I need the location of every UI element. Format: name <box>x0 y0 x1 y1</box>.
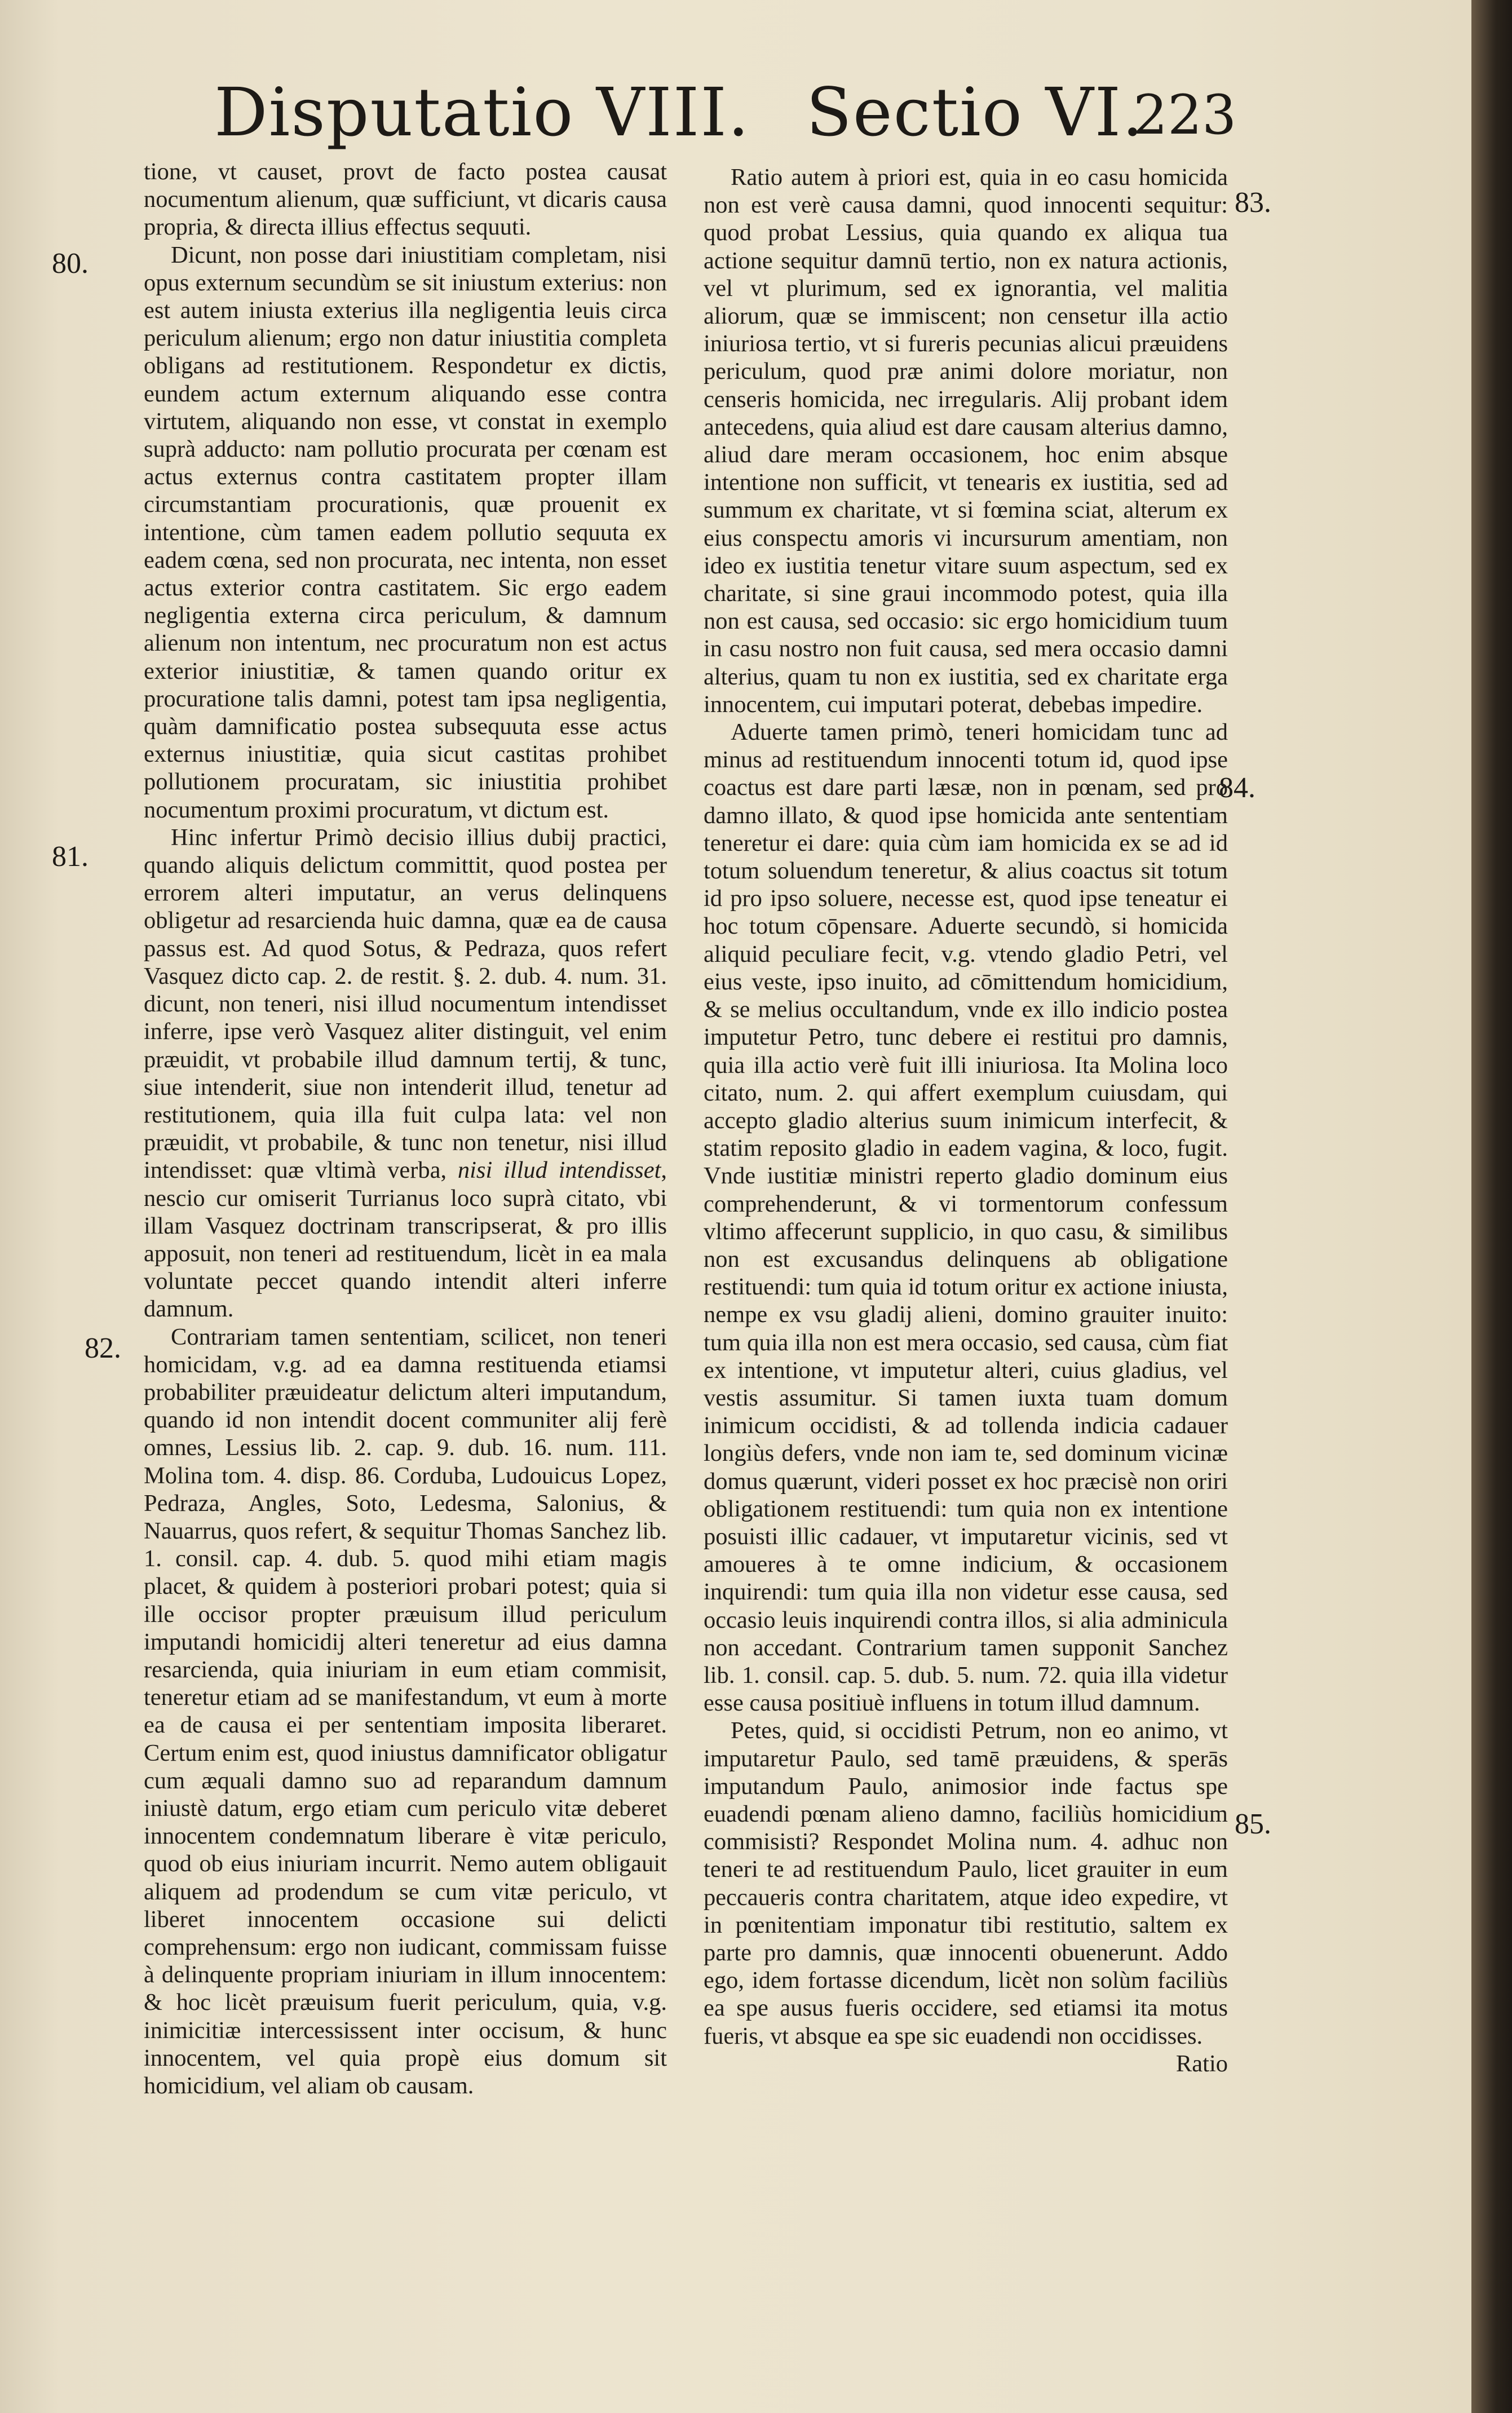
margin-number-82: 82. <box>85 1332 121 1364</box>
book-edge <box>1471 0 1512 2413</box>
catchword: Ratio <box>1175 2050 1228 2077</box>
header-sectio: Sectio VI. <box>806 73 1144 151</box>
left-paragraph-82: Contrariam tamen sententiam, scilicet, non teneri homicidam, v.g. ad ea damna restituenda etiamsi probabiliter præuideatur delictum alteri imputandum, quando id non intendit docent communiter alij ferè omnes, Lessius lib. 2. cap. 9. dub. 16. num. 111. Molina tom. 4. disp. 86. Corduba, Ludouicus Lopez, Pedraza, Angles, Soto, Ledesma, Salonius, & Nauarrus, quos refert, & sequitur Thomas Sanchez lib. 1. consil. cap. 4. dub. 5. quod mihi etiam magis placet, & quidem à posteriori probari potest; quia si ille occisor propter præuisum illud periculum imputandi homicidij alteri teneretur ad eius damna resarcienda, quia iniuriam in eum etiam commisit, teneretur etiam ad se manifestandum, vt eum à morte ea de causa ei per sententiam imposita liberaret. Certum enim est, quod iniustus damnificator obligatur cum æquali damno suo ad reparandum damnum iniustè datum, ergo etiam cum periculo vitæ deberet innocentem condemnatum liberare è vitæ periculo, quod ob eius iniuriam incurrit. Nemo autem obligauit aliquem ad prodendum se cum vitæ periculo, vt liberet innocentem occasione sui delicti comprehensum: ergo non iudicant, commissam fuisse à delinquente propriam iniuriam in illum innocentem: & hoc licèt præuisum fuerit periculum, quia, v.g. inimicitiæ intercessissent inter occisum, & hunc innocentem, vel quia propè eius domum sit homicidium, vel aliam ob causam. <box>144 1323 667 2100</box>
right-paragraph-84: Aduerte tamen primò, teneri homicidam tunc ad minus ad restituendum innocenti totum id, quod ipse coactus est dare parti læsæ, non in pœnam, sed pro damno illato, & quod ipse homicida ante sententiam teneretur ei dare: quia cùm iam homicida ex se ad id totum soluendum teneretur, & alius coactus sit totum id pro ipso soluere, necesse est, quod ipse teneatur ei hoc totum cōpensare. Aduerte secundò, si homicida aliquid peculiare fecit, v.g. vtendo gladio Petri, vel eius veste, ipso inuito, ad cōmittendum homicidium, & se melius occultandum, vnde ex illo indicio postea imputetur Petro, tunc debere ei restitui pro damnis, quia illa actio verè fuit illi iniuriosa. Ita Molina loco citato, num. 2. qui affert exemplum cuiusdam, qui accepto gladio alterius suum inimicum interfecit, & statim reposito gladio in eadem vagina, & loco, fugit. Vnde iustitiæ ministri reperto gladio dominum eius comprehenderunt, & vi tormentorum confessum vltimo affecerunt supplicio, in quo casu, & similibus non est excusandus delinquens ab obligatione restituendi: tum quia id totum oritur ex actione iniusta, nempe ex vsu gladij alieni, domino grauiter inuito: tum quia illa non est mera occasio, sed causa, cùm fiat ex intentione, vt imputetur alteri, cuius gladius, vel vestis assumitur. Si tamen iuxta tuam domum inimicum occidisti, & ad tollenda indicia cadauer longiùs defers, vnde non iam te, sed dominum vicinæ domus quærunt, videri posset ex hoc præcisè non oriri obligationem restituendi: tum quia non ex intentione posuisti illic cadauer, vt imputaretur vicinis, sed vt amoueres à te omne indicium, & occasionem inquirendi: tum quia illa non videtur esse causa, sed occasio leuis inquirendi contra illos, si alia adminicula non accedant. Contrarium tamen supponit Sanchez lib. 1. consil. cap. 5. dub. 5. num. 72. quia illa videtur esse causa positiuè influens in totum illud damnum. <box>704 719 1228 1717</box>
page-number: 223 <box>1133 83 1237 147</box>
left-paragraph-1: tione, vt causet, provt de facto postea causat nocumentum alienum, quæ sufficiunt, vt dicaris causa propria, & directa illius effectus sequuti. <box>144 158 667 241</box>
right-paragraph-83: Ratio autem à priori est, quia in eo casu homicida non est verè causa damni, quod innocenti sequitur: quod probat Lessius, quia quando ex aliqua tua actione sequitur damnū tertio, non ex natura actionis, vel vt plurimum, sed ex ignorantia, vel malitia aliorum, quæ se immiscent; non censetur illa actio iniuriosa tertio, vt si fureris pecunias alicui præuidens periculum, quod præ animi dolore moriatur, non censeris homicida, nec irregularis. Alij probant idem antecedens, quia aliud est dare causam alterius damno, aliud dare meram occasionem, hoc enim absque intentione non sufficit, vt tenearis ex iustitia, sed ad summum ex charitate, vt si fœmina sciat, alterum ex eius conspectu amoris vi incursurum amentiam, non ideo ex iustitia tenetur vitare suum aspectum, sed ex charitate, si sine graui incommodo potest, quia illa non est causa, sed occasio: sic ergo homicidium tuum in casu nostro non fuit causa, sed mera occasio damni alterius, quam tu non ex iustitia, sed ex charitate erga innocentem, cui imputari poterat, debebas impedire. <box>704 164 1228 718</box>
margin-number-83: 83. <box>1235 187 1271 219</box>
left-paragraph-81 <box>144 824 667 1323</box>
left-paragraph-81-italic: nisi illud intendisset <box>457 1157 661 1184</box>
running-header <box>0 68 1471 158</box>
margin-number-81: 81. <box>52 841 89 873</box>
right-paragraph-85: Petes, quid, si occidisti Petrum, non eo animo, vt imputaretur Paulo, sed tamē præuidens, & sperās imputandum Paulo, animosior inde factus spe euadendi pœnam alieno damno, faciliùs homicidium commisisti? Respondet Molina num. 4. adhuc non teneri te ad restituendum Paulo, licet grauiter in eum peccaueris contra charitatem, atque ideo expedire, vt in pœnitentiam imponatur tibi restitutio, saltem ex parte pro damnis, quæ innocenti obuenerunt. Addo ego, idem fortasse dicendum, licèt non solùm faciliùs ea spe ausus fueris occidere, sed etiamsi ita motus fueris, vt absque ea spe sic euadendi non occidisses. <box>704 1717 1228 2049</box>
header-disputatio: Disputatio VIII. <box>214 73 750 151</box>
right-column <box>704 163 1228 2078</box>
margin-number-84: 84. <box>1219 772 1255 804</box>
left-paragraph-81-text: Hinc infertur Primò decisio illius dubij practici, quando aliquis delictum committit, quod postea per errorem alteri imputatur, an verus delinquens obligetur ad resarcienda huic damna, quæ ea de causa passus est. Ad quod Sotus, & Pedraza, quos refert Vasquez dicto cap. 2. de restit. §. 2. dub. 4. num. 31. dicunt, non teneri, nisi illud nocumentum intendisset inferre, ipse verò Vasquez aliter distinguit, vel enim præuidit, vt probabile illud damnum tertij, & tunc, siue intenderit, siue non intenderit illud, tenetur ad restitutionem, quia illa fuit culpa lata: vel non præuidit, vt probabile, & tunc non tenetur, nisi illud intendisset: quæ vltimà verba, <box>144 824 667 1184</box>
left-paragraph-80: Dicunt, non posse dari iniustitiam completam, nisi opus externum secundùm se sit iniustum exterius: non est autem iniusta exterius illa negligentia leuis circa periculum alienum; ergo non datur iniustitia completa obligans ad restitutionem. Respondetur ex dictis, eundem actum externum aliquando esse contra virtutem, aliquando non esse, vt constat in exemplo suprà adducto: nam pollutio procurata per cœnam est actus externus contra castitatem propter illam circumstantiam procurationis, quæ prouenit ex intentione, cùm tamen eadem pollutio sequuta ex eadem cœna, sed non procurata, nec intenta, non esset actus exterior contra castitatem. Sic ergo eadem negligentia externa circa periculum, & damnum alienum non intentum, nec procuratum non est actus exterior iniustitiæ, & tamen quando oritur ex procuratione talis damni, potest tam ipsa negligentia, quàm damnificatio postea subsequuta esse actus externus iniustitiæ, quia sicut castitas prohibet pollutionem procuratam, sic iniustitia prohibet nocumentum proximi procuratum, vt dictum est. <box>144 241 667 823</box>
left-column <box>144 158 667 2100</box>
left-paragraph-81-tail: , nescio cur omiserit Turrianus loco suprà citato, vbi illam Vasquez doctrinam transcripserat, & pro illis apposuit, non teneri ad restituendum, licèt in ea mala voluntate peccet quando intendit alteri inferre damnum. <box>144 1157 667 1323</box>
margin-number-80: 80. <box>52 248 89 280</box>
margin-number-85: 85. <box>1235 1808 1271 1840</box>
